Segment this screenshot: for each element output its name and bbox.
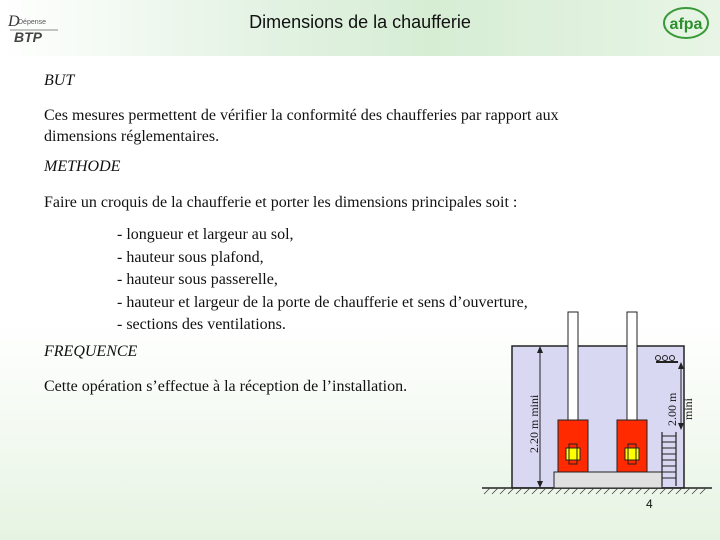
- section-heading-but: BUT: [44, 72, 75, 89]
- boiler-left: [558, 420, 588, 472]
- chimney-right: [627, 312, 637, 432]
- page-number: 4: [646, 497, 653, 511]
- svg-text:Dépense: Dépense: [18, 19, 47, 26]
- chimney-left: [568, 312, 578, 432]
- methode-list: [117, 224, 528, 337]
- methode-intro: Faire un croquis de la chaufferie et porter les dimensions principales soit :: [44, 194, 518, 211]
- svg-text:afpa: afpa: [669, 16, 703, 33]
- but-text-line1: Ces mesures permettent de vérifier la conformité des chaufferies par rapport aux: [44, 107, 559, 124]
- afpa-logo: [660, 4, 712, 46]
- walkway-clearance-value: 2.00 m: [665, 392, 679, 426]
- boiler-room-diagram: [478, 308, 718, 514]
- page-title: Dimensions de la chaufferie: [249, 12, 471, 32]
- section-heading-methode: METHODE: [44, 158, 121, 175]
- boiler-right: [617, 420, 647, 472]
- boiler-base: [554, 472, 662, 488]
- list-item: - hauteur et largeur de la porte de chaufferie et sens d’ouverture,: [117, 293, 528, 311]
- svg-text:D: D: [8, 13, 20, 30]
- walkway-clearance-suffix: mini: [681, 397, 695, 420]
- list-item: - longueur et largeur au sol,: [117, 226, 294, 243]
- header-banner: [0, 0, 720, 56]
- ceiling-height-label: 2.20 m mini: [527, 394, 541, 453]
- svg-text:BTP: BTP: [14, 29, 42, 45]
- but-text-line2: dimensions réglementaires.: [44, 128, 220, 145]
- frequence-text: Cette opération s’effectue à la réception de l’installation.: [44, 378, 408, 395]
- list-item: - sections des ventilations.: [117, 316, 286, 333]
- list-item: - hauteur sous plafond,: [117, 248, 264, 266]
- section-heading-frequence: FREQUENCE: [44, 343, 138, 360]
- list-item: - hauteur sous passerelle,: [117, 271, 278, 288]
